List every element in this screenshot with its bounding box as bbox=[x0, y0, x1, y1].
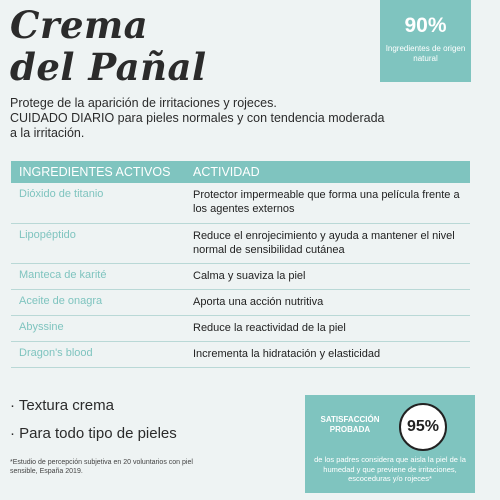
satisfaction-panel bbox=[305, 395, 475, 493]
intro-line-1: Protege de la aparición de irritaciones y rojeces. bbox=[10, 96, 277, 110]
feature-item: · Para todo tipo de pieles bbox=[10, 425, 177, 442]
activity-cell: Incrementa la hidratación y elasticidad bbox=[193, 348, 381, 360]
table-row bbox=[11, 224, 470, 264]
activity-cell: Aporta una acción nutritiva bbox=[193, 296, 324, 308]
ingredients-table bbox=[11, 161, 470, 368]
table-row bbox=[11, 264, 470, 290]
feature-item: · Textura crema bbox=[10, 397, 114, 414]
activity-cell: Reduce la reactividad de la piel bbox=[193, 322, 346, 334]
badge-percent: 90% bbox=[404, 14, 447, 37]
natural-origin-badge bbox=[380, 0, 471, 82]
ingredient-cell: Dióxido de titanio bbox=[19, 188, 104, 200]
footnote: *Estudio de percepción subjetiva en 20 voluntarios con piel sensible, España 2019. bbox=[10, 459, 193, 475]
table-row bbox=[11, 183, 470, 224]
features-list bbox=[10, 392, 177, 448]
title-line-1: Crema bbox=[10, 3, 149, 47]
intro-text bbox=[10, 96, 390, 141]
satisfaction-description: de los padres considera que aisla la piel de la humedad y que previene de irritaciones, escoceduras y/o rojeces* bbox=[314, 455, 466, 483]
table-header bbox=[11, 161, 470, 183]
ingredient-cell: Dragon's blood bbox=[19, 347, 93, 359]
satisfaction-label: SATISFACCIÓN PROBADA bbox=[320, 415, 380, 434]
ingredient-cell: Manteca de karité bbox=[19, 269, 107, 281]
title-line-2: del Pañal bbox=[10, 45, 207, 89]
table-row bbox=[11, 316, 470, 342]
activity-cell: Reduce el enrojecimiento y ayuda a mantener el nivel normal de sensibilidad cutánea bbox=[193, 230, 455, 256]
ingredient-cell: Abyssine bbox=[19, 321, 64, 333]
ingredient-cell: Aceite de onagra bbox=[19, 295, 103, 307]
ingredient-cell: Lipopéptido bbox=[19, 229, 76, 241]
table-row bbox=[11, 342, 470, 368]
activity-cell: Calma y suaviza la piel bbox=[193, 270, 306, 282]
intro-line-2: CUIDADO DIARIO para pieles normales y con tendencia moderada a la irritación. bbox=[10, 111, 385, 140]
badge-text: Ingredientes de origen natural bbox=[385, 44, 466, 63]
header-activity: ACTIVIDAD bbox=[193, 165, 260, 179]
satisfaction-percent: 95% bbox=[399, 403, 447, 451]
activity-cell: Protector impermeable que forma una película frente a los agentes externos bbox=[193, 189, 460, 215]
table-row bbox=[11, 290, 470, 316]
header-ingredients: INGREDIENTES ACTIVOS bbox=[19, 165, 171, 179]
product-title bbox=[10, 4, 207, 88]
